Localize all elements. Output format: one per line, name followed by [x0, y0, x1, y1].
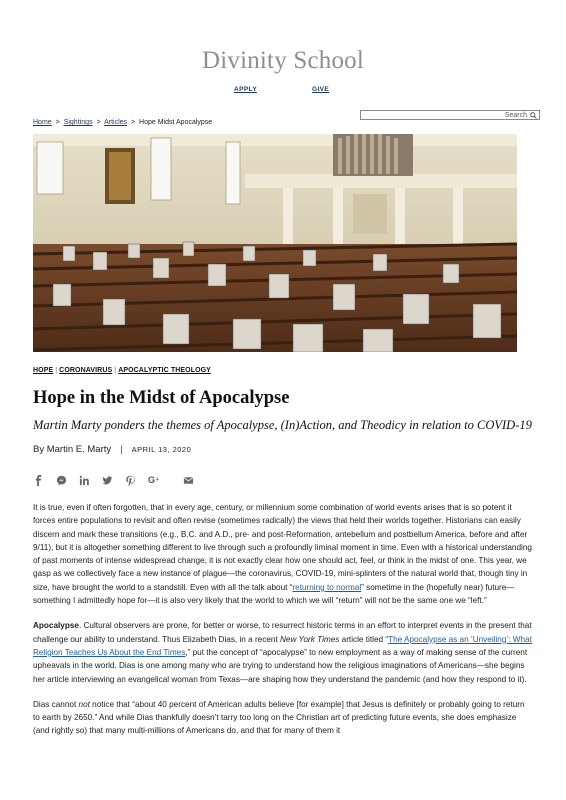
apply-link[interactable]: APPLY — [234, 86, 258, 93]
paragraph-text: article titled “ — [339, 634, 389, 644]
paragraph-text: Dias cannot — [33, 699, 79, 709]
messenger-icon[interactable] — [56, 475, 67, 486]
google-plus-icon[interactable]: G + — [148, 475, 159, 485]
nyt-article-link[interactable]: The Apocalypse as an ‘Unveiling’: What Religion Teaches Us About the End Times — [33, 634, 532, 657]
byline — [33, 444, 191, 455]
tag-apocalyptic-theology[interactable]: APOCALYPTIC THEOLOGY — [118, 367, 211, 374]
site-title[interactable]: Divinity School — [201, 47, 365, 74]
share-bar — [33, 474, 206, 486]
hero-image — [33, 134, 517, 352]
article-subtitle: Martin Marty ponders the themes of Apocalypse, (In)Action, and Theodicy in relation to COVID-19 — [33, 418, 532, 432]
email-icon[interactable] — [183, 475, 194, 486]
byline-divider: | — [120, 444, 123, 455]
article-title: Hope in the Midst of Apocalypse — [33, 388, 290, 408]
paragraph — [33, 501, 533, 607]
breadcrumb-articles[interactable]: Articles — [104, 119, 128, 126]
breadcrumb-current: Hope Midst Apocalypse — [139, 119, 213, 126]
facebook-icon[interactable] — [33, 475, 44, 486]
tag-hope[interactable]: HOPE — [33, 367, 54, 374]
paragraph-text: It is true, even if often forgotten, that in every age, century, or millennium some combination of world events arises that is so potent it forces entire populations to revisit and often revise (sometimes radically) the views that held their worlds together. Historians can easily discern and mark these transitions (e.g., B.C. and A.D., pre- and post-Reformation, antebellum and postbellum America, before and after 9/11), but it is altogether something different to live through such a profoundly liminal moment in time. Even with a historical understanding of past moments of intense widespread change, it is not exactly clear how one should act, feel, or think in the midst of one. This year, we gasp as we collectively face a new instance of plague—the coronavirus, COVID-19, mini-splinters of the natural world that, though tiny in size, have brought the world to a standstill. Even with all the talk about “ — [33, 503, 532, 592]
paragraph-text: ,” put the concept of “apocalypse” to new employment as a way of making sense of the current upheavals in the world. Dias is one among many who are trying to understand how the religious imaginations of Americans—she begins her article interviewing an evangelical woman from Texas—are shaping how they understand the pandemic (and how they respond to it). — [33, 647, 528, 684]
church-interior-photo — [33, 134, 517, 352]
pinterest-icon[interactable] — [125, 475, 136, 486]
paragraph — [33, 619, 533, 685]
tag-divider: | — [114, 367, 117, 374]
paragraph-text: ” sometime in the (hopefully near) future—something I admittedly hope for—it is also very likely that the world to which we will “return” will not be the same one we “left.” — [33, 582, 515, 606]
apocalypse-term: Apocalypse — [33, 621, 79, 631]
breadcrumb — [33, 119, 212, 126]
paragraph-text: . Cultural observers are prone, for better or worse, to resurrect historic terms in an effort to interpret events in the present that challenge our ability to understand. Thus Elizabeth Dias, in a recent — [33, 621, 532, 644]
paragraph — [33, 698, 533, 738]
breadcrumb-separator: > — [96, 119, 101, 126]
emphasis: not — [78, 699, 90, 709]
linkedin-icon[interactable] — [79, 475, 90, 486]
article-tags — [33, 367, 211, 374]
article-body — [33, 501, 533, 750]
breadcrumb-home[interactable]: Home — [33, 119, 52, 126]
nyt-title: New York Times — [279, 634, 340, 644]
author: By Martin E. Marty — [33, 444, 112, 455]
breadcrumb-separator: > — [55, 119, 60, 126]
search-icon[interactable] — [530, 112, 537, 119]
breadcrumb-separator: > — [131, 119, 136, 126]
paragraph-text: notice that “about 40 percent of American adults believe [for example] that Jesus is definitely or probably going to return to earth by 2650.” And while Dias thankfully doesn’t tarry too long on the Christian art of predicting future events, she does emphasize (and rightly so) that many multi-millions of Americans do, and that for many of them it — [33, 699, 525, 736]
search-input[interactable] — [360, 110, 540, 120]
twitter-icon[interactable] — [102, 475, 113, 486]
top-nav — [0, 86, 566, 98]
breadcrumb-sightings[interactable]: Sightings — [63, 119, 93, 126]
tag-divider: | — [55, 367, 58, 374]
tag-coronavirus[interactable]: CORONAVIRUS — [59, 367, 113, 374]
give-link[interactable]: GIVE — [312, 86, 330, 93]
publish-date: APRIL 13, 2020 — [131, 445, 192, 454]
returning-to-normal-link[interactable]: returning to normal — [292, 582, 362, 592]
search-label: Search — [504, 111, 527, 119]
